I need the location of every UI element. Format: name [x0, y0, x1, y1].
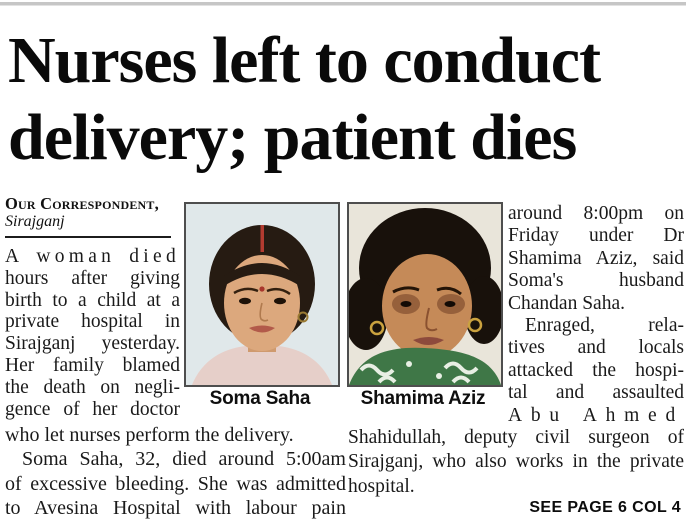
article-line: attacked the hospi-: [508, 359, 684, 381]
article-line: hours after giving: [5, 267, 180, 289]
byline-location: Sirajganj: [5, 213, 65, 230]
article-line: Her family blamed: [5, 354, 180, 376]
soma-saha-photo: [184, 202, 340, 387]
article-line: Chandan Saha.: [508, 292, 625, 314]
article-line: to Avesina Hospital with labour pain: [5, 497, 346, 520]
shamima-aziz-portrait-image: [349, 204, 501, 385]
headline-line-2: delivery; patient dies: [8, 101, 577, 174]
article-line: Sirajganj yesterday.: [5, 333, 180, 355]
byline-divider: [5, 236, 171, 238]
headline: [8, 22, 684, 176]
photo-caption-shamima: Shamima Aziz: [360, 388, 486, 409]
byline: [5, 195, 179, 238]
article-line: birth to a child at a: [5, 289, 180, 311]
article-line: A woman died: [5, 246, 180, 267]
shamima-aziz-photo: [347, 202, 503, 387]
article-line: of excessive bleeding. She was admitted: [5, 472, 346, 495]
photo-caption-soma: Soma Saha: [209, 388, 311, 409]
article-line: Soma's husband: [508, 270, 684, 292]
article-line: tives and locals: [508, 337, 684, 359]
article-bottom-left: [5, 423, 346, 521]
article-column-right: [508, 203, 684, 427]
article-line: hospital.: [348, 475, 415, 497]
article-line: gence of her doctor: [5, 398, 180, 420]
article-line: around 8:00pm on: [508, 203, 684, 224]
continuation-note: SEE PAGE 6 COL 4: [529, 499, 681, 516]
article-line: Soma Saha, 32, died around 5:00am: [22, 448, 346, 471]
headline-line-1: Nurses left to conduct: [8, 24, 601, 97]
byline-author: Our Correspondent,: [5, 194, 159, 213]
article-line: Shahidullah, deputy civil surgeon of: [348, 427, 684, 448]
article-line: Enraged, rela-: [525, 315, 684, 337]
article-line: Shamima Aziz, said: [508, 247, 684, 269]
article-line: Friday under Dr: [508, 225, 684, 247]
article-line: private hospital in: [5, 311, 180, 333]
article-line: who let nurses perform the delivery.: [5, 424, 294, 446]
soma-saha-portrait-image: [186, 204, 338, 385]
article-column-left: [5, 246, 180, 420]
article-line: Abu Ahmed: [508, 404, 684, 426]
article-line: Sirajganj, who also works in the private: [348, 451, 684, 473]
article-line: tal and assaulted: [508, 382, 684, 404]
page-edge-line: [0, 2, 686, 6]
article-line: the death on negli-: [5, 376, 180, 398]
article-bottom-right: [348, 426, 684, 499]
